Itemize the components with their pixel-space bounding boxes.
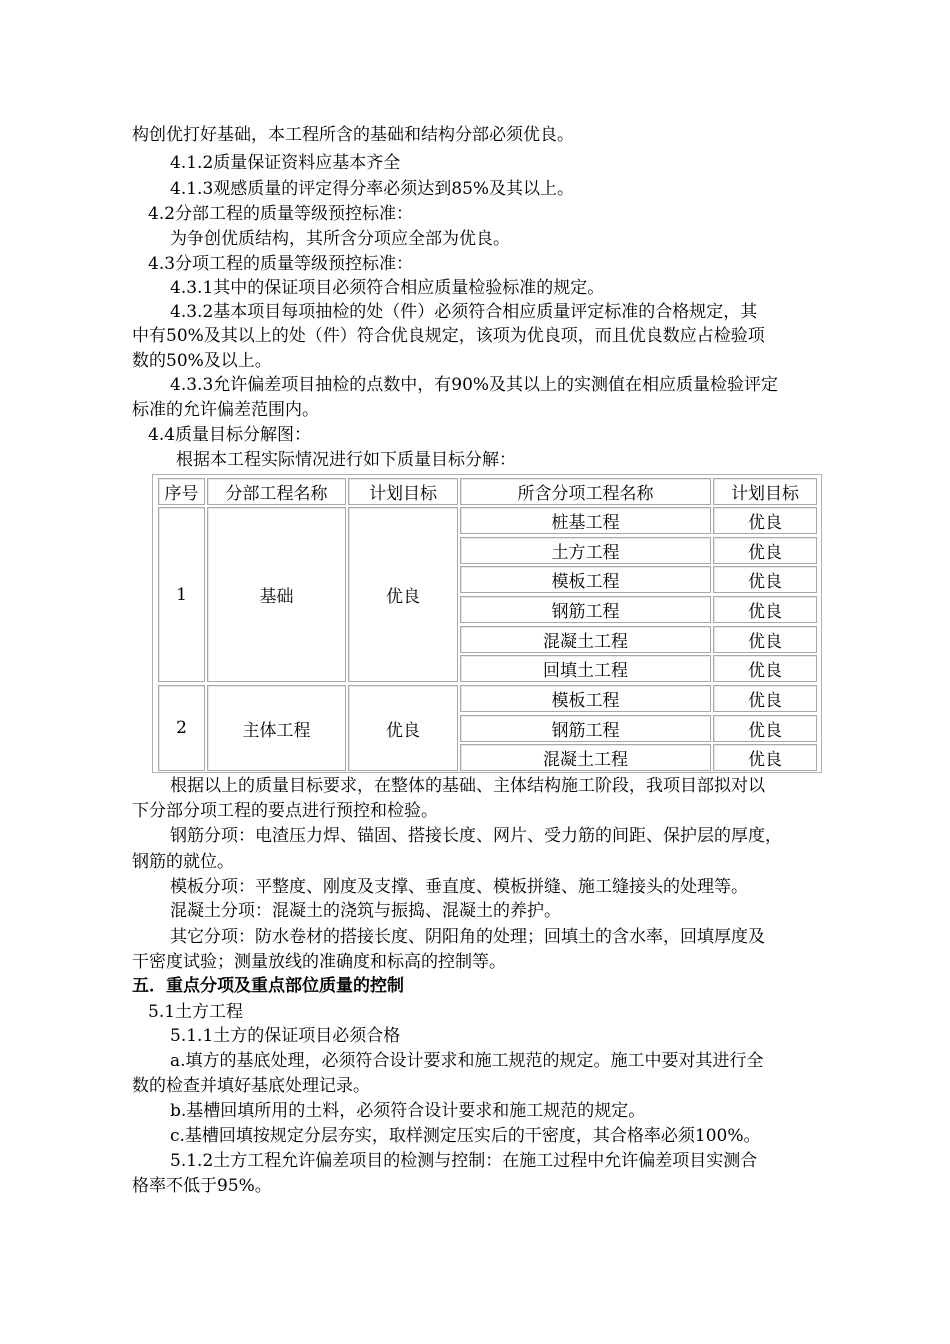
- para-line: b.基槽回填所用的土料，必须符合设计要求和施工规范的规定。: [170, 1101, 646, 1121]
- para-line: 为争创优质结构，其所含分项应全部为优良。: [170, 229, 510, 249]
- para-line: 4.3分项工程的质量等级预控标准：: [148, 254, 414, 274]
- item-name-cell: 混凝土工程: [460, 626, 711, 653]
- item-name-cell: 桩基工程: [460, 507, 711, 534]
- para-line: 混凝土分项：混凝土的浇筑与振捣、混凝土的养护。: [170, 901, 561, 921]
- item-name-cell: 土方工程: [460, 537, 711, 564]
- para-line: 模板分项：平整度、刚度及支撑、垂直度、模板拼缝、施工缝接头的处理等。: [170, 877, 748, 897]
- item-name-cell: 模板工程: [460, 685, 711, 712]
- group-target-cell: 优良: [348, 685, 458, 771]
- para-line: 4.1.2质量保证资料应基本齐全: [170, 153, 401, 173]
- para-line: 钢筋的就位。: [132, 852, 234, 872]
- group-number-cell: 1: [158, 507, 205, 682]
- para-line: 5.1.2土方工程允许偏差项目的检测与控制：在施工过程中允许偏差项目实测合: [170, 1151, 758, 1171]
- para-line: 根据本工程实际情况进行如下质量目标分解：: [176, 450, 516, 470]
- para-line: 4.4质量目标分解图：: [148, 425, 312, 445]
- group-target-cell: 优良: [348, 507, 458, 682]
- para-line: 下分部分项工程的要点进行预控和检验。: [132, 801, 438, 821]
- para-line: a.填方的基底处理，必须符合设计要求和施工规范的规定。施工中要对其进行全: [170, 1051, 764, 1071]
- table-header-cell: 计划目标: [348, 478, 458, 505]
- item-name-cell: 模板工程: [460, 566, 711, 593]
- item-target-cell: 优良: [713, 655, 817, 682]
- item-name-cell: 钢筋工程: [460, 715, 711, 742]
- item-target-cell: 优良: [713, 566, 817, 593]
- para-line: 5.1.1土方的保证项目必须合格: [170, 1026, 401, 1046]
- para-line: 钢筋分项：电渣压力焊、锚固、搭接长度、网片、受力筋的间距、保护层的厚度，: [170, 826, 782, 846]
- table-header-cell: 分部工程名称: [207, 478, 346, 505]
- para-line: 标准的允许偏差范围内。: [132, 400, 319, 420]
- para-line: c.基槽回填按规定分层夯实，取样测定压实后的干密度，其合格率必须100%。: [170, 1126, 761, 1146]
- table-header-cell: 计划目标: [713, 478, 817, 505]
- para-line: 4.1.3观感质量的评定得分率必须达到85%及其以上。: [170, 179, 575, 199]
- para-line: 其它分项：防水卷材的搭接长度、阴阳角的处理；回填土的含水率，回填厚度及: [170, 927, 765, 947]
- group-name-cell: 基础: [207, 507, 346, 682]
- group-number-cell: 2: [158, 685, 205, 771]
- item-target-cell: 优良: [713, 626, 817, 653]
- table-header-cell: 所含分项工程名称: [460, 478, 711, 505]
- para-line: 4.3.2基本项目每项抽检的处（件）必须符合相应质量评定标准的合格规定，其: [170, 302, 758, 322]
- item-target-cell: 优良: [713, 715, 817, 742]
- item-target-cell: 优良: [713, 596, 817, 623]
- para-line: 干密度试验；测量放线的准确度和标高的控制等。: [132, 952, 506, 972]
- item-name-cell: 钢筋工程: [460, 596, 711, 623]
- para-line: 5.1土方工程: [148, 1002, 244, 1022]
- para-line: 数的50%及以上。: [132, 351, 272, 371]
- item-name-cell: 回填土工程: [460, 655, 711, 682]
- para-line: 根据以上的质量目标要求，在整体的基础、主体结构施工阶段，我项目部拟对以: [170, 776, 765, 796]
- para-line: 4.3.3允许偏差项目抽检的点数中，有90%及其以上的实测值在相应质量检验评定: [170, 375, 779, 395]
- para-line: 数的检查并填好基底处理记录。: [132, 1076, 370, 1096]
- quality-goal-table: [152, 474, 822, 773]
- table-header-cell: 序号: [158, 478, 205, 505]
- para-line: 4.3.1其中的保证项目必须符合相应质量检验标准的规定。: [170, 278, 605, 298]
- para-line: 4.2分部工程的质量等级预控标准：: [148, 204, 414, 224]
- para-line: 格率不低于95%。: [132, 1176, 272, 1196]
- section-heading: 五．重点分项及重点部位质量的控制: [132, 976, 404, 996]
- group-name-cell: 主体工程: [207, 685, 346, 771]
- item-target-cell: 优良: [713, 537, 817, 564]
- item-target-cell: 优良: [713, 507, 817, 534]
- para-line: 中有50%及其以上的处（件）符合优良规定，该项为优良项，而且优良数应占检验项: [132, 326, 765, 346]
- item-target-cell: 优良: [713, 744, 817, 771]
- item-name-cell: 混凝土工程: [460, 744, 711, 771]
- para-line: 构创优打好基础，本工程所含的基础和结构分部必须优良。: [132, 125, 574, 145]
- item-target-cell: 优良: [713, 685, 817, 712]
